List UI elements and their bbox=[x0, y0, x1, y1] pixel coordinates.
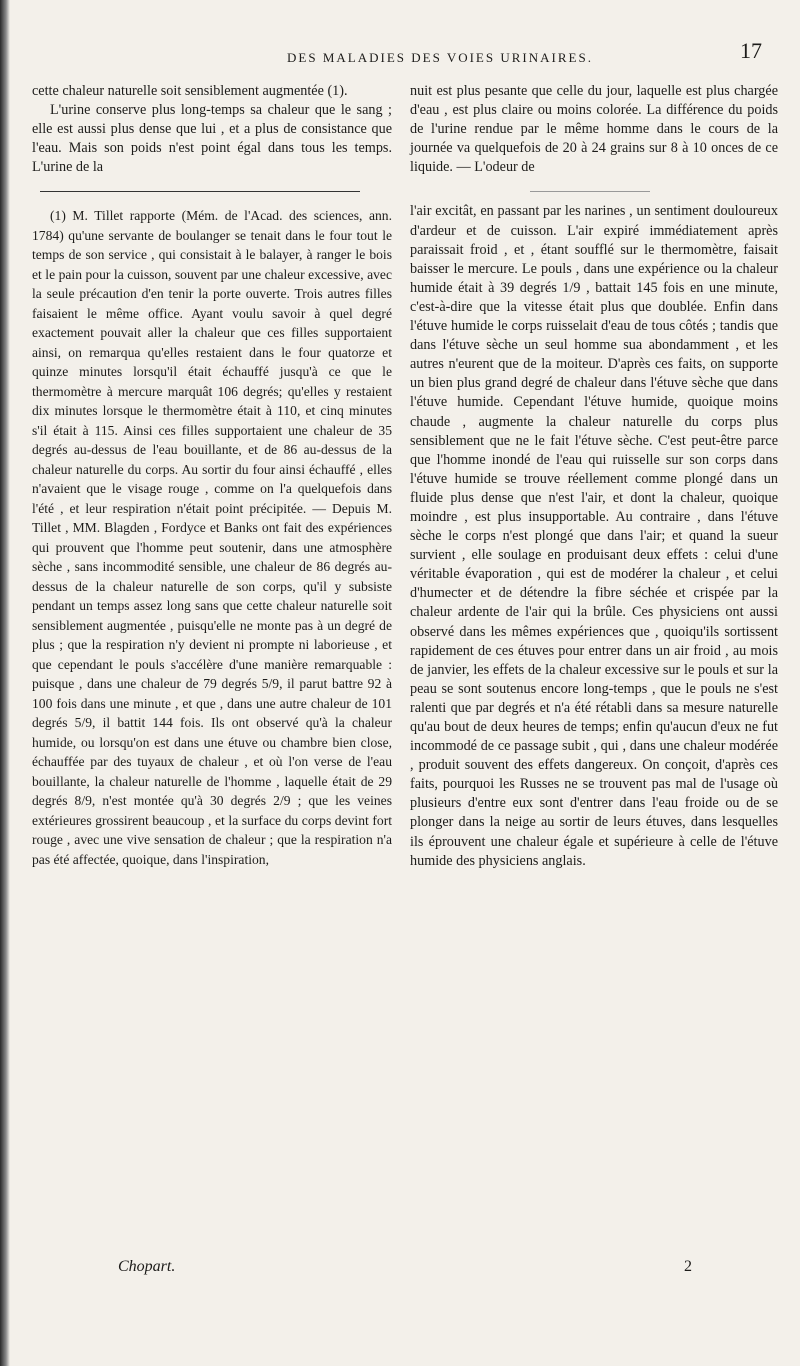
footnote: (1) M. Tillet rapporte (Mém. de l'Acad. des sciences, ann. 1784) qu'une servante de boulanger se tenait dans le four tout le temps de son service , qui consistait à le balayer, à ranger le bois et le pain pour la cuisson, souvent par une chaleur excessive, avec la seule précaution d'en tenir la porte ouverte. Trois autres filles faisaient le même office. Ayant voulu savoir à quel degré exactement pouvait aller la chaleur que ces filles supportaient ainsi, on remarqua qu'elles restaient dans le four quatorze et quinze minutes lorsqu'il était échauffé jusqu'à ce que le thermomètre à mercure marquât 106 degrés; qu'elles y restaient dix minutes lorsque le thermomètre était à 110, et cinq minutes s'il était à 115. Ainsi ces filles supportaient une chaleur de 35 degrés au-dessus de l'eau bouillante, et de 86 au-dessus de la chaleur naturelle du corps. Au sortir du four ainsi échauffé , elles n'avaient que le visage rouge , comme on l'a quelquefois dans l'été , et leur respiration n'était point précipitée. — Depuis M. Tillet , MM. Blagden , Fordyce et Banks ont fait des expériences qui prouvent que l'homme peut soutenir, dans une atmosphère sèche , sans incommodité sensible, une chaleur de 86 degrés au-dessus de la chaleur naturelle de son corps, qu'il y subsiste pendant un temps assez long sans que cette chaleur naturelle soit sensiblement augmentée , puisqu'elle ne monte pas à un degré de plus ; que la respiration n'y devient ni prompte ni laborieuse , et que cependant le pouls s'accélère d'une manière remarquable : puisque , dans une chaleur de 79 degrés 5/9, il parut battre 92 à 100 fois dans une minute , et que , dans une autre chaleur de 101 degrés 5/9, il battit 144 fois. Ils ont observé qu'à la chaleur humide, ou lorsqu'on est dans une étuve ou chambre bien close, échauffée par des tuyaux de chaleur , et où l'on verse de l'eau bouillante, la chaleur naturelle de l'homme , laquelle était de 29 degrés 8/9, n'est montée qu'à 30 degrés 2/9 ; que les veines extérieures grossirent beaucoup , et la surface du corps devint fort rouge , avec une vive sensation de chaleur ; que la respiration n'a pas été affectée, quoique, dans l'inspiration, bbox=[32, 208, 392, 867]
paragraph: cette chaleur naturelle soit sensiblement augmentée (1). bbox=[32, 83, 348, 99]
paragraph: nuit est plus pesante que celle du jour, laquelle est plus chargée d'eau , est plus claire ou moins colorée. La différence du poids de l'urine rendue par le même homme dans le cours de la journée va quelquefois de 20 à 24 grains sur 8 à 10 onces de ce liquide. — L'odeur de bbox=[410, 83, 778, 176]
left-column bbox=[32, 82, 392, 869]
binding-shadow bbox=[0, 0, 10, 1366]
paragraph: l'air excitât, en passant par les narines , un sentiment douloureux d'ardeur et de cuisson. L'air expiré immédiatement après paraissait froid , et , étant soufflé sur le thermomètre, faisait baisser le mercure. Le pouls , dans une expérience ou la chaleur humide était à 39 degrés 1/9 , battait 145 fois en une minute, c'est-à-dire que la vitesse était plus que doublée. Enfin dans l'étuve humide le corps ruisselait d'eau de tous côtés ; tandis que dans l'étuve sèche un seul homme sua abondamment , et les autres n'eurent que de la moiteur. D'après ces faits, on supporte un bien plus grand degré de chaleur dans l'étuve sèche que dans l'étuve humide. Cependant l'étuve humide, quoique moins chaude , augmente la chaleur naturelle du corps plus sensiblement que ne le fait l'étuve sèche. C'est peut-être parce que l'homme inondé de l'eau qui ruisselle sur son corps dans l'étuve humide se trouve réellement comme plongé dans un fluide plus dense que n'est l'air, et dont la chaleur, quoique moindre , est plus insupportable. Au contraire , dans l'étuve sèche le corps n'est plongé que dans l'air; et quand la sueur survient , elle soulage en produisant deux effets : celui d'une véritable évaporation , qui est de modérer la chaleur , et celui d'humecter et de détendre la fibre séchée et crispée par la chaleur ardente de l'air qui la brûle. Ces physiciens ont aussi observé dans les mêmes expériences que , quoiqu'ils sortissent rapidement de ces étuves pour entrer dans un air froid , au mois de janvier, les effets de la chaleur excessive sur le pouls et sur la peau se sont soutenus encore long-temps , que le pouls ne s'est ralenti que par degrés et n'a été rétabli dans sa mesure naturelle qu'au bout de deux heures de temps; enfin qu'aucun d'eux ne fut incommodé de ce passage subit , qui , dans une chaleur modérée , produit souvent des effets dangereux. On conçoit, d'après ces faits, pourquoi les Russes ne se trouvent pas mal de l'usage où plusieurs d'entre eux sont d'entrer dans l'eau froide ou de se plonger dans la neige au sortir de leurs étuves, dans lesquelles ils éprouvent une chaleur égale et supérieure à celle de l'étuve humide des physiciens anglais. bbox=[410, 203, 778, 869]
running-header: DES MALADIES DES VOIES URINAIRES. bbox=[287, 50, 593, 65]
page-number: 17 bbox=[740, 38, 762, 63]
paragraph: L'urine conserve plus long-temps sa chaleur que le sang ; elle est aussi plus dense que lui , et a plus de consistance que l'eau. Mais son poids n'est point égal dans tous les temps. L'urine de la bbox=[32, 102, 392, 176]
signature-mark: 2 bbox=[684, 1258, 692, 1275]
right-column bbox=[410, 82, 778, 871]
footnote-rule bbox=[40, 191, 360, 192]
catchword: Chopart. bbox=[118, 1258, 176, 1275]
section-rule bbox=[530, 191, 650, 192]
